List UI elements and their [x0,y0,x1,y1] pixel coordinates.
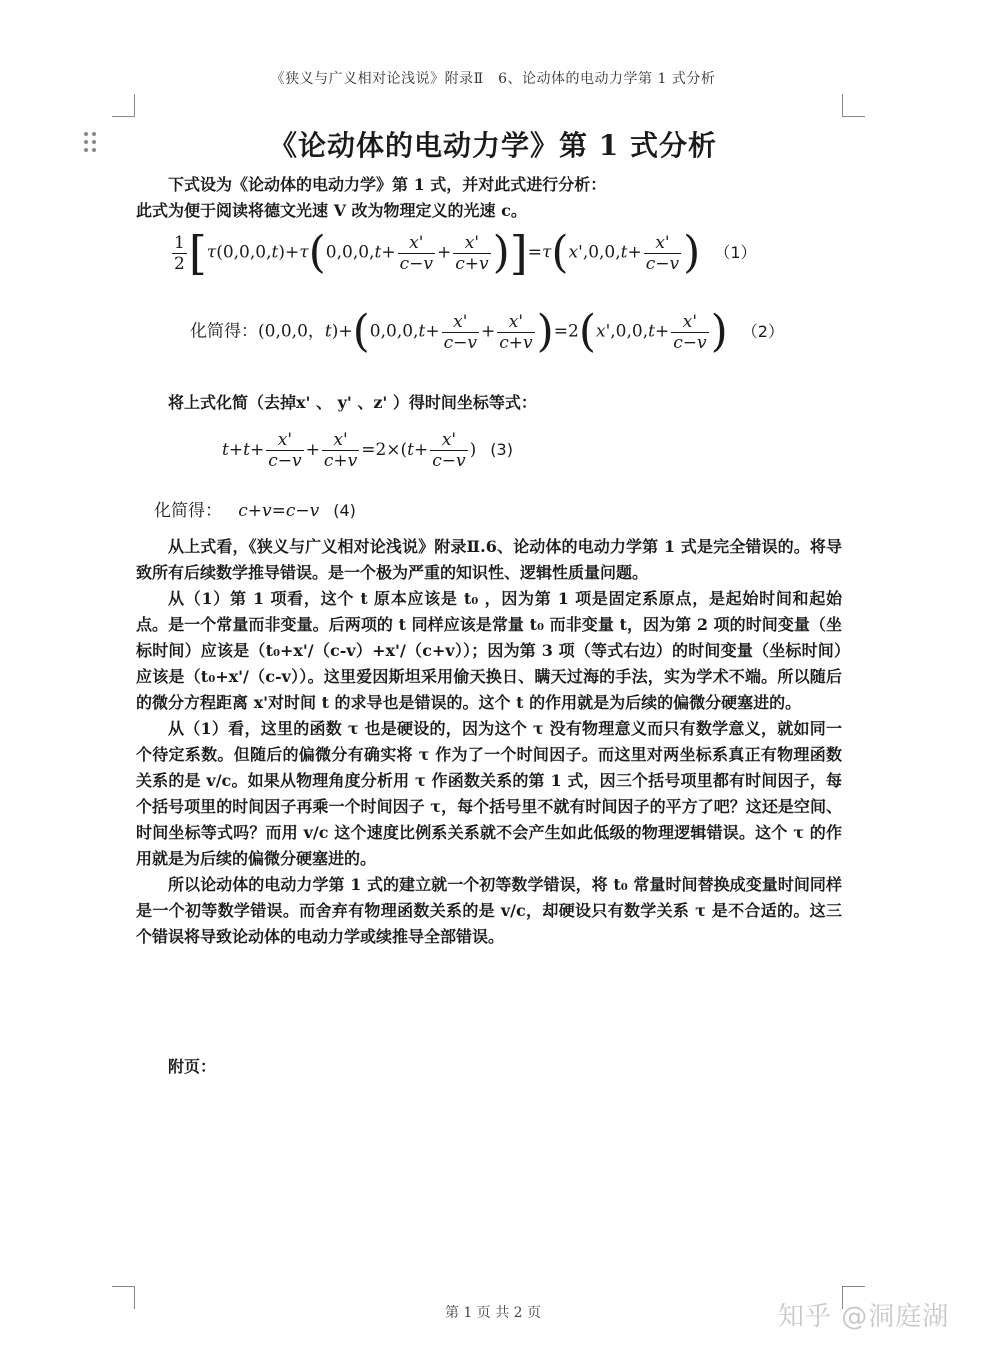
equation-4-number: (4) [333,501,356,520]
crop-mark-top-left [112,94,135,117]
intro-block [136,172,842,224]
appendix-label: 附页： [168,1057,217,1076]
page-title: 《论动体的电动力学》第 1 式分析 [269,129,717,162]
equation-2: 化简得：(0,0,0，t)+(0,0,0,t+ $\frac{x'}{c-v}$ + $\frac{x'}{c+v}$ )=2(x',0,0,t+ $\frac{x'}{c-v}$ ) （2） [190,306,784,357]
equation-2-number: （2） [741,321,784,341]
analysis-body [136,534,842,950]
page-footer: 第 1 页 共 2 页 [444,1305,542,1321]
equation-2-prefix: 化简得： [190,321,258,342]
equation-1-number: （1） [714,242,757,262]
intro-line-1: 下式设为《论动体的电动力学》第 1 式，并对此式进行分析： [168,175,607,194]
equation-3-number: (3) [490,440,513,459]
watermark: 知乎 @洞庭湖 [778,1302,950,1332]
simplify-note-block [136,390,842,416]
equation-4-prefix: 化简得： [154,501,222,521]
paragraph-2: 从（1）第 1 项看，这个 t 原本应该是 t₀ ，因为第 1 项是固定系原点，是起始时间和起始点。是一个常量而非变量。后两项的 t 同样应该是常量 t₀ 而非变量 t，因为第 2 项的时间变量（坐标时间）应该是（t₀+x'/（c-v）+x'/（c+v））；因为第 3 项（等式右边）的时间变量（坐标时间）应该是（t₀+x'/（c-v））。这里爱因斯坦采用偷天换日、瞒天过海的手法，实为学术不端。所以随后的微分方程距离 x'对时间 t 的求导也是错误的。这个 t 的作用就是为后续的偏微分硬塞进的。 [136,589,842,712]
paragraph-1: 从上式看，《狭义与广义相对论浅说》附录Ⅱ.6、论动体的电动力学第 1 式是完全错误的。将导致所有后续数学推导错误。是一个极为严重的知识性、逻辑性质量问题。 [136,537,842,582]
crop-mark-top-right [842,94,865,117]
equation-3: t+t+ $\frac{x'}{c-v}$ + $\frac{x'}{c+v}$ =2×(t+ $\frac{x'}{c-v}$ ) (3) [222,430,513,471]
appendix-block [136,1054,842,1080]
simplify-note: 将上式化简（去掉x' 、 y' 、z' ）得时间坐标等式： [168,393,537,412]
running-header: 《狭义与广义相对论浅说》附录Ⅱ 6、论动体的电动力学第 1 式分析 [270,71,716,87]
equation-1: $\frac{1}{2}$ [τ(0,0,0,t)+τ(0,0,0,t+ $\frac{x'}{c-v}$ + $\frac{x'}{c+v}$ )]=τ(x',0,0,t+ $\frac{x'}{c-v}$ ) （1） [174,226,757,280]
paragraph-3: 从（1）看，这里的函数 τ 也是硬设的，因为这个 τ 没有物理意义而只有数学意义，就如同一个待定系数。但随后的偏微分有确实将 τ 作为了一个时间因子。而这里对两坐标系真正有物理函数关系的是 v/c。如果从物理角度分析用 τ 作函数关系的第 1 式，因三个括号项里都有时间因子，每个括号项里的时间因子再乘一个时间因子 τ，每个括号里不就有时间因子的平方了吧？这还是空间、时间坐标等式吗？而用 v/c 这个速度比例系关系就不会产生如此低级的物理逻辑错误。这个 τ 的作用就是为后续的偏微分硬塞进的。 [136,719,842,868]
equation-4: 化简得： c+v=c−v (4) [154,501,356,521]
paragraph-4: 所以论动体的电动力学第 1 式的建立就一个初等数学错误，将 t₀ 常量时间替换成变量时间同样是一个初等数学错误。而舍弃有物理函数关系的是 v/c，却硬设只有数学关系 τ 是不合适的。这三个错误将导致论动体的电动力学或续推导全部错误。 [136,875,842,946]
intro-line-2: 此式为便于阅读将德文光速 V 改为物理定义的光速 c。 [136,201,527,220]
